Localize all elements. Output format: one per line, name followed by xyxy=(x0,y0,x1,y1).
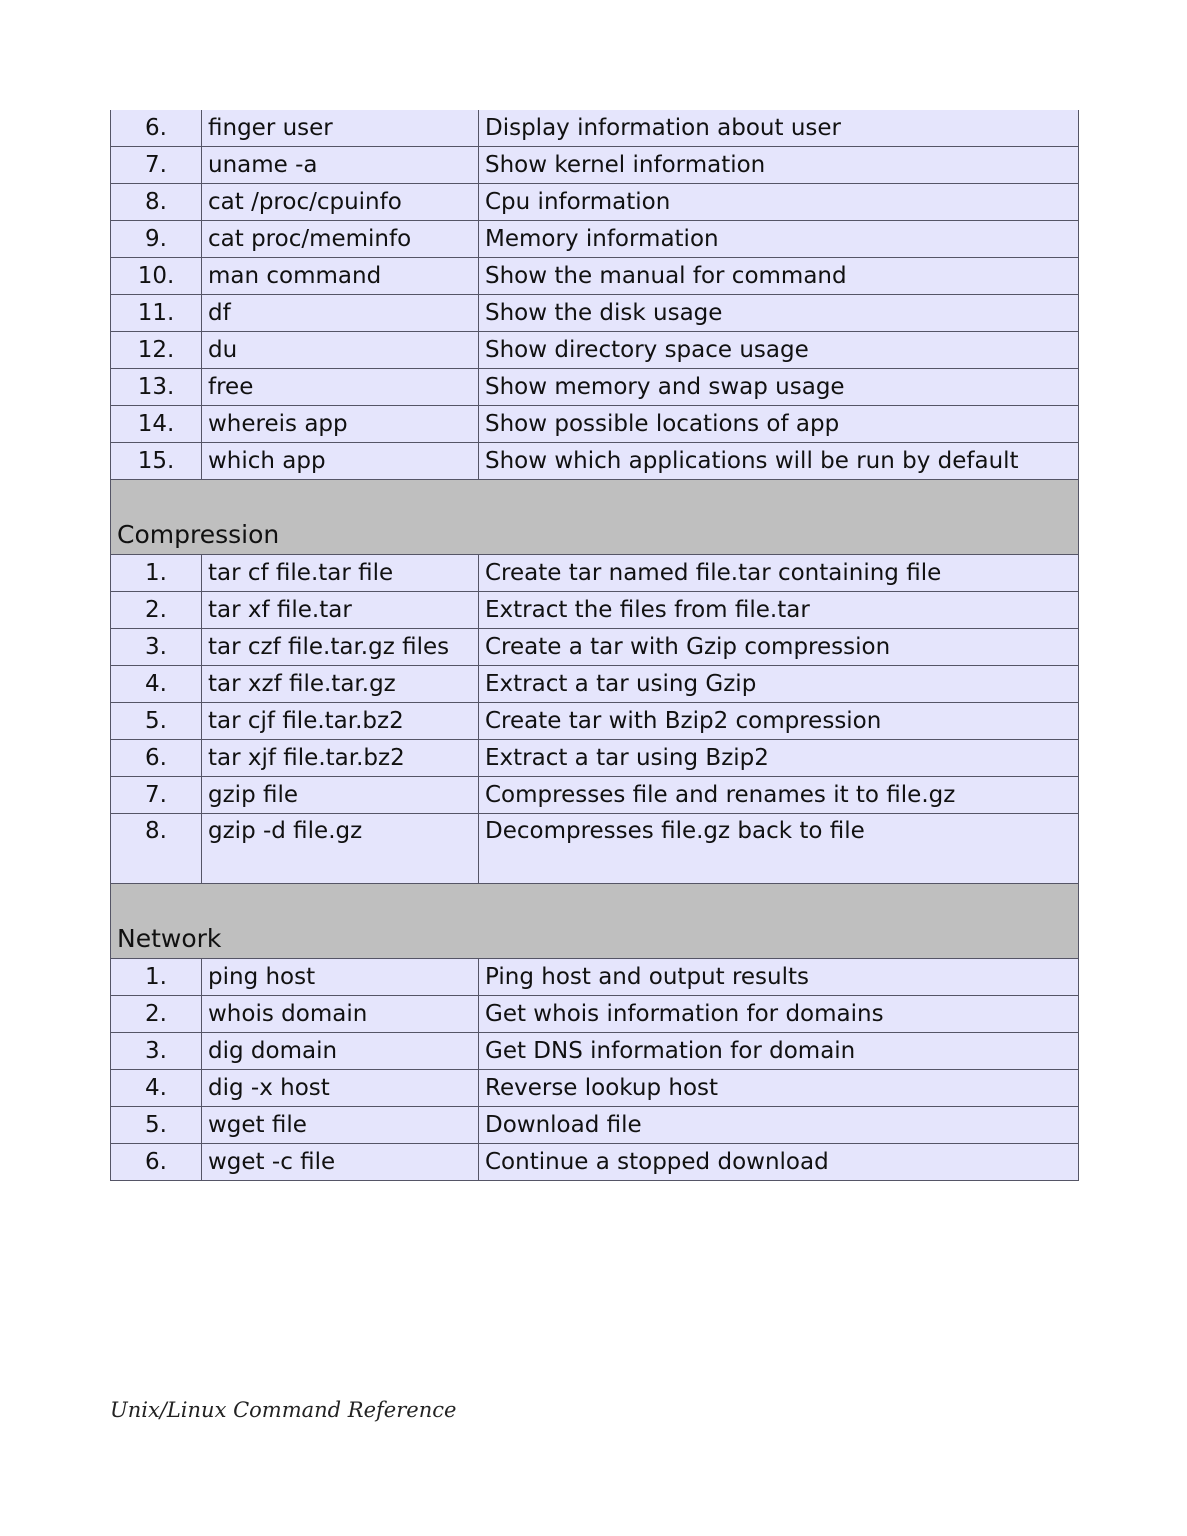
section-title: Network xyxy=(111,884,1079,959)
description-cell: Show directory space usage xyxy=(479,332,1079,369)
command-cell: ping host xyxy=(202,959,479,996)
description-cell: Cpu information xyxy=(479,184,1079,221)
description-cell: Show the manual for command xyxy=(479,258,1079,295)
table-row xyxy=(111,184,1079,221)
description-cell: Show possible locations of app xyxy=(479,406,1079,443)
description-cell: Show memory and swap usage xyxy=(479,369,1079,406)
row-number: 13. xyxy=(111,369,202,406)
table-body xyxy=(111,110,1079,1181)
row-number: 8. xyxy=(111,184,202,221)
table-row xyxy=(111,295,1079,332)
command-cell: dig domain xyxy=(202,1033,479,1070)
description-cell: Show the disk usage xyxy=(479,295,1079,332)
table-row xyxy=(111,406,1079,443)
section-header-network xyxy=(111,884,1079,959)
row-number: 3. xyxy=(111,1033,202,1070)
command-cell: gzip -d file.gz xyxy=(202,814,479,884)
description-cell: Get whois information for domains xyxy=(479,996,1079,1033)
description-cell: Show kernel information xyxy=(479,147,1079,184)
table-row xyxy=(111,959,1079,996)
command-cell: uname -a xyxy=(202,147,479,184)
row-number: 6. xyxy=(111,110,202,147)
command-cell: df xyxy=(202,295,479,332)
command-cell: tar xjf file.tar.bz2 xyxy=(202,740,479,777)
table-row xyxy=(111,740,1079,777)
row-number: 5. xyxy=(111,1107,202,1144)
command-cell: du xyxy=(202,332,479,369)
table-row xyxy=(111,777,1079,814)
description-cell: Download file xyxy=(479,1107,1079,1144)
table-row xyxy=(111,1070,1079,1107)
row-number: 12. xyxy=(111,332,202,369)
description-cell: Extract a tar using Bzip2 xyxy=(479,740,1079,777)
description-cell: Show which applications will be run by default xyxy=(479,443,1079,480)
row-number: 2. xyxy=(111,996,202,1033)
row-number: 1. xyxy=(111,555,202,592)
command-cell: which app xyxy=(202,443,479,480)
command-cell: tar cjf file.tar.bz2 xyxy=(202,703,479,740)
description-cell: Extract a tar using Gzip xyxy=(479,666,1079,703)
row-number: 10. xyxy=(111,258,202,295)
table-row xyxy=(111,443,1079,480)
row-number: 4. xyxy=(111,1070,202,1107)
command-cell: free xyxy=(202,369,479,406)
command-cell: gzip file xyxy=(202,777,479,814)
description-cell: Display information about user xyxy=(479,110,1079,147)
command-cell: dig -x host xyxy=(202,1070,479,1107)
command-cell: tar xzf file.tar.gz xyxy=(202,666,479,703)
command-cell: whereis app xyxy=(202,406,479,443)
row-number: 6. xyxy=(111,1144,202,1181)
description-cell: Create a tar with Gzip compression xyxy=(479,629,1079,666)
row-number: 11. xyxy=(111,295,202,332)
description-cell: Compresses file and renames it to file.gz xyxy=(479,777,1079,814)
table-row xyxy=(111,555,1079,592)
command-cell: cat proc/meminfo xyxy=(202,221,479,258)
command-cell: wget -c file xyxy=(202,1144,479,1181)
command-cell: tar cf file.tar file xyxy=(202,555,479,592)
description-cell: Extract the files from file.tar xyxy=(479,592,1079,629)
description-cell: Continue a stopped download xyxy=(479,1144,1079,1181)
table-row xyxy=(111,1144,1079,1181)
command-cell: tar xf file.tar xyxy=(202,592,479,629)
command-cell: tar czf file.tar.gz files xyxy=(202,629,479,666)
command-cell: man command xyxy=(202,258,479,295)
row-number: 6. xyxy=(111,740,202,777)
table-row xyxy=(111,332,1079,369)
table-row xyxy=(111,703,1079,740)
command-reference-table xyxy=(110,110,1079,1181)
table-row xyxy=(111,221,1079,258)
table-row xyxy=(111,369,1079,406)
row-number: 8. xyxy=(111,814,202,884)
command-cell: finger user xyxy=(202,110,479,147)
row-number: 2. xyxy=(111,592,202,629)
table-row xyxy=(111,996,1079,1033)
description-cell: Create tar with Bzip2 compression xyxy=(479,703,1079,740)
table-row xyxy=(111,666,1079,703)
table-row xyxy=(111,1033,1079,1070)
row-number: 1. xyxy=(111,959,202,996)
table-row xyxy=(111,1107,1079,1144)
row-number: 7. xyxy=(111,777,202,814)
page-footer: Unix/Linux Command Reference xyxy=(110,1398,457,1422)
table-row xyxy=(111,110,1079,147)
command-cell: cat /proc/cpuinfo xyxy=(202,184,479,221)
table-row xyxy=(111,147,1079,184)
command-cell: whois domain xyxy=(202,996,479,1033)
row-number: 3. xyxy=(111,629,202,666)
row-number: 14. xyxy=(111,406,202,443)
table-row xyxy=(111,814,1079,884)
section-title: Compression xyxy=(111,480,1079,555)
description-cell: Memory information xyxy=(479,221,1079,258)
description-cell: Reverse lookup host xyxy=(479,1070,1079,1107)
row-number: 9. xyxy=(111,221,202,258)
row-number: 4. xyxy=(111,666,202,703)
description-cell: Ping host and output results xyxy=(479,959,1079,996)
table-row xyxy=(111,629,1079,666)
description-cell: Decompresses file.gz back to file xyxy=(479,814,1079,884)
row-number: 5. xyxy=(111,703,202,740)
command-cell: wget file xyxy=(202,1107,479,1144)
description-cell: Get DNS information for domain xyxy=(479,1033,1079,1070)
table-row xyxy=(111,258,1079,295)
row-number: 7. xyxy=(111,147,202,184)
row-number: 15. xyxy=(111,443,202,480)
table-row xyxy=(111,592,1079,629)
description-cell: Create tar named file.tar containing file xyxy=(479,555,1079,592)
section-header-compression xyxy=(111,480,1079,555)
